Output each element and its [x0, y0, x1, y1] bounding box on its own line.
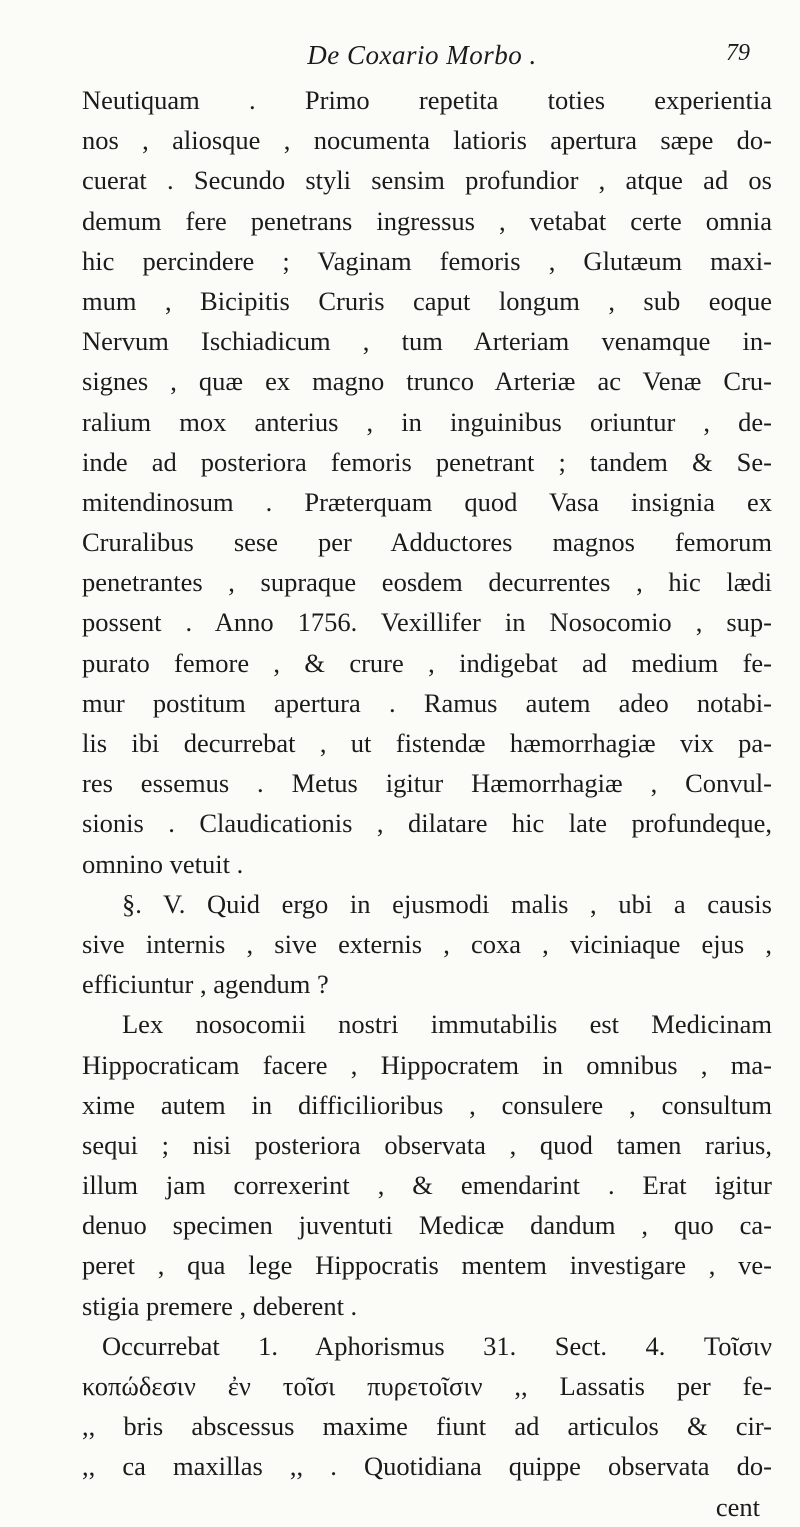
text-line: possent . Anno 1756. Vexillifer in Nosocomio , sup- [82, 607, 772, 638]
text-line: Nervum Ischiadicum , tum Arteriam venamque in- [82, 326, 772, 357]
text-line: penetrantes , supraque eosdem decurrentes , hic lædi [82, 567, 772, 598]
text-line: mur postitum apertura . Ramus autem adeo notabi- [82, 687, 772, 718]
text-line: lis ibi decurrebat , ut fistendæ hæmorrhagiæ vix pa- [82, 728, 772, 758]
text-line: mum , Bicipitis Cruris caput longum , sub eoque [82, 285, 772, 316]
text-line: signes , quæ ex magno trunco Arteriæ ac Venæ Cru- [82, 366, 772, 397]
text-line: denuo specimen juventuti Medicæ dandum , quo ca- [82, 1210, 772, 1241]
body-text [82, 80, 772, 1527]
catchword: cent [715, 1491, 760, 1522]
text-line: ,, bris abscessus maxime fiunt ad articulos & cir- [82, 1411, 772, 1442]
text-line: illum jam correxerint , & emendarint . Erat igitur [82, 1170, 772, 1201]
page-header [82, 40, 762, 76]
text-line: nos , aliosque , nocumenta latioris apertura sæpe do- [82, 125, 772, 156]
text-line: hic percindere ; Vaginam femoris , Glutæum maxi- [82, 245, 772, 276]
text-line: stigia premere , deberent . [82, 1290, 358, 1321]
text-line: omnino vetuit . [82, 848, 244, 879]
text-line: sive internis , sive externis , coxa , viciniaque ejus , [82, 928, 772, 959]
text-line: ,, ca maxillas ,, . Quotidiana quippe observata do- [82, 1451, 772, 1482]
section-heading-line: §. V. Quid ergo in ejusmodi malis , ubi a causis [122, 888, 772, 919]
text-line: sionis . Claudicationis , dilatare hic late profundeque, [82, 808, 772, 839]
text-line: demum fere penetrans ingressus , vetabat certe omnia [82, 205, 772, 236]
text-line: Lex nosocomii nostri immutabilis est Medicinam [122, 1009, 772, 1040]
text-line: efficiuntur , agendum ? [82, 969, 329, 1000]
text-line: purato femore , & crure , indigebat ad medium fe- [82, 647, 772, 678]
page-number: 79 [726, 40, 750, 66]
text-line: κοπώδεσιν ἐν τοῖσι πυρετοῖσιν ,, Lassatis per fe- [82, 1371, 772, 1401]
text-line: peret , qua lege Hippocratis mentem investigare , ve- [82, 1250, 772, 1281]
text-line: Hippocraticam facere , Hippocratem in omnibus , ma- [82, 1049, 772, 1080]
text-line: Neutiquam . Primo repetita toties experientia [82, 85, 772, 115]
text-line: Occurrebat 1. Aphorismus 31. Sect. 4. Τοῖσιν [102, 1330, 772, 1361]
text-line: xime autem in difficilioribus , consulere , consultum [82, 1089, 772, 1120]
text-line: ralium mox anterius , in inguinibus oriuntur , de- [82, 406, 772, 437]
text-line: sequi ; nisi posteriora observata , quod tamen rarius, [82, 1129, 772, 1160]
text-line: res essemus . Metus igitur Hæmorrhagiæ , Convul- [82, 768, 772, 799]
text-line: cuerat . Secundo styli sensim profundior , atque ad os [82, 165, 772, 196]
text-line: Cruralibus sese per Adductores magnos femorum [82, 527, 772, 558]
running-title: De Coxario Morbo . [307, 40, 537, 70]
text-line: mitendinosum . Præterquam quod Vasa insignia ex [82, 486, 772, 517]
text-line: inde ad posteriora femoris penetrant ; tandem & Se- [82, 446, 772, 477]
